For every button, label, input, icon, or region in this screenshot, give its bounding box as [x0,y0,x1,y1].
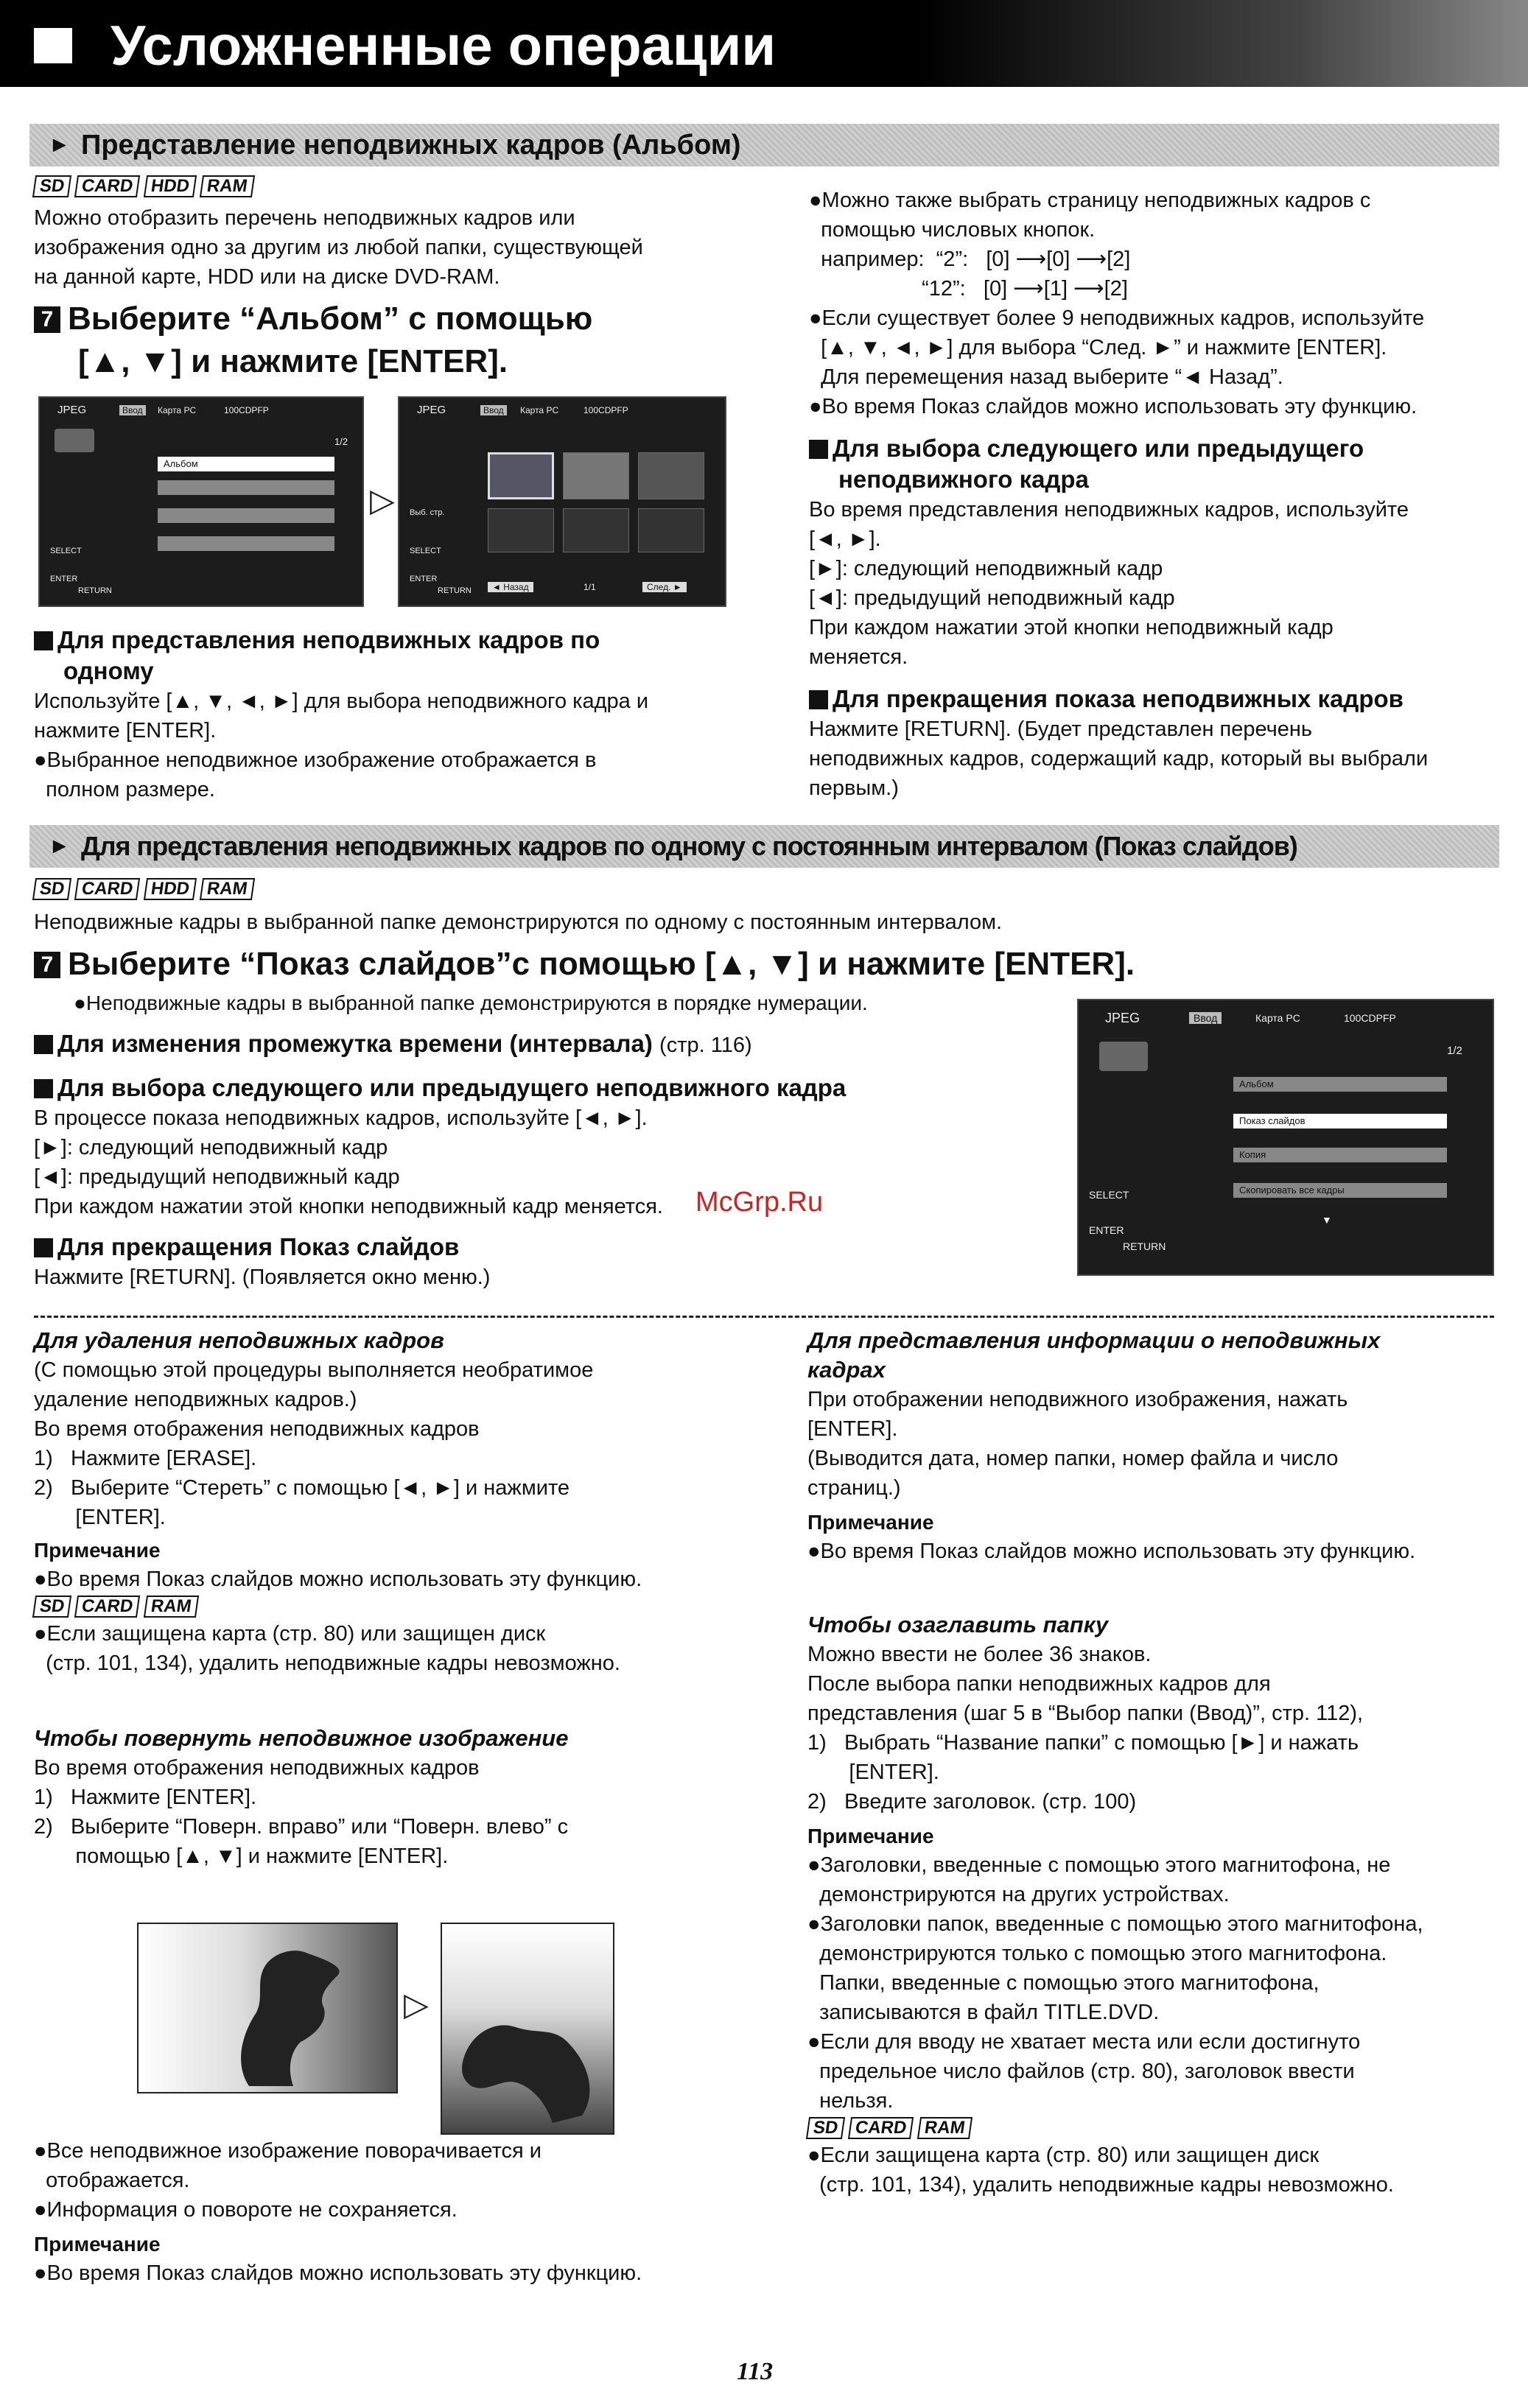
section2-sub3: Для прекращения Показ слайдов Нажмите [RETURN]. (Появляется окно меню.) [34,1233,491,1289]
page-title: Усложненные операции [111,15,777,77]
section2-intro: Неподвижные кадры в выбранной папке демонстрируются по одному с постоянным интервалом. [34,910,1003,934]
section1-step: 7 Выберите “Альбом” с помощью [▲, ▼] и нажмите [ENTER]. [34,298,592,383]
section1-right-text: ●Можно также выбрать страницу неподвижных кадров с помощью числовых кнопок. например: “2”: [0] ⟶[0] ⟶[2] “12”: [0] ⟶[1] ⟶[2] ●Если существует более 9 неподвижных кадров, используйте [▲, ▼, ◄, ►] для выбора “След. ►” и нажмите [ENTER]. Для перемещения назад выберите “◄ Назад”. ●Во время Показ слайдов можно использовать эту функцию. [809,189,1425,418]
section1-sub3: Для прекращения показа неподвижных кадров Нажмите [RETURN]. (Будет представлен перечень неподвижных кадров, содержащий кадр, который вы выбрали первым.) [809,685,1429,800]
watermark: McGrp.Ru [695,1187,824,1218]
camera-icon [55,429,94,452]
dinosaur-image-original [137,1923,398,2093]
arrow-right-icon: ▷ [370,482,395,519]
rotate-after: ●Все неподвижное изображение поворачивается и отображается. ●Информация о повороте не сохраняется. Примечание ●Во время Показ слайдов можно использовать эту функцию. [34,2139,642,2285]
square-bullet-icon [809,440,828,459]
section2-step: 7 Выберите “Показ слайдов”с помощью [▲, ▼] и нажмите [ENTER]. [34,943,1135,986]
folder-section: Чтобы озаглавить папку Можно ввести не более 36 знаков. После выбора папки неподвижных кадров для представления (шаг 5 в “Выбор папки (Ввод)”, стр. 112), 1) Выбрать “Название папки” с помощью [►] и нажать [ENTER]. 2) Введите заголовок. (стр. 100) Примечание ●Заголовки, введенные с помощью этого магнитофона, не демонстрируются на других устройствах. ●Заголовки папок, введенные с помощью этого магнитофона, демонстрируются только с помощью этого магнитофона. Папки, введенные с помощью этого магнитофона, записываются в файл TITLE.DVD. ●Если для вводу не хватает места или если достигнуто предельное число файлов (стр. 80), заголовок ввести нельзя. SD CARD RAM ●Если защищена карта (стр. 80) или защищен диск (стр. 101, 134), удалить неподвижные кадры невозможно. [807,1610,1423,2200]
square-bullet-icon [809,690,828,709]
section2-sub1: Для изменения промежутка времени (интервала) (стр. 116) [34,1028,752,1061]
down-arrow-icon: ▼ [1322,1214,1332,1226]
tag-card: CARD [74,175,141,197]
section1-intro: Можно отобразить перечень неподвижных кадров или изображения одно за другим из любой папки, существующей на данной карте, HDD или на диске DVD-RAM. [34,206,643,289]
tag-ram: RAM [200,175,255,197]
tag-sd: SD [32,175,72,197]
slideshow-menu-screenshot: JPEG Ввод Карта PC 100CDPFP 1/2 Альбом Показ слайдов Копия Скопировать все кадры ▼ SELECT ENTER RETURN [1077,999,1494,1276]
dinosaur-icon [442,1924,613,2133]
section2-bullet: ●Неподвижные кадры в выбранной папке демонстрируются в порядке нумерации. [74,991,868,1014]
page-number: 113 [737,2358,774,2385]
title-square-icon [34,28,72,63]
delete-section: Для удаления неподвижных кадров (С помощью этой процедуры выполняется необратимое удаление неподвижных кадров.) Во время отображения неподвижных кадров 1) Нажмите [ERASE]. 2) Выберите “Стереть” с помощью [◄, ►] и нажмите [ENTER]. Примечание ●Во время Показ слайдов можно использовать эту функцию. SD CARD RAM ●Если защищена карта (стр. 80) или защищен диск (стр. 101, 134), удалить неподвижные кадры невозможно. [34,1326,642,1678]
info-section: Для представления информации о неподвижных кадрах При отображении неподвижного изображения, нажать [ENTER]. (Выводится дата, номер папки, номер файла и число страниц.) Примечание ●Во время Показ слайдов можно использовать эту функцию. [807,1327,1416,1563]
step-number: 7 [34,306,60,333]
section2-sub2: Для выбора следующего или предыдущего неподвижного кадра В процессе показа неподвижных кадров, используйте [◄, ►]. [►]: следующий неподвижный кадр [◄]: предыдущий неподвижный кадр При каждом нажатии этой кнопки неподвижный кадр меняется. [34,1074,847,1218]
camera-icon [1099,1042,1148,1071]
section1-sub1: Для представления неподвижных кадров по одному Используйте [▲, ▼, ◄, ►] для выбора неподвижного кадра и нажмите [ENTER]. ●Выбранное неподвижное изображение отображается в полном размере. [34,626,649,801]
dinosaur-image-rotated [441,1923,614,2135]
divider [34,1316,1494,1318]
album-thumbnails-screenshot: JPEG Ввод Карта PC 100CDPFP Выб. стр. SELECT ENTER RETURN ◄ Назад 1/1 След. ► [398,396,726,607]
dinosaur-icon [139,1924,396,2092]
section1-tags [34,175,259,197]
section2-tags: SD CARD HDD RAM [34,878,259,900]
arrow-right-icon: ▷ [404,1987,429,2023]
album-menu-screenshot: JPEG Ввод Карта PC 100CDPFP 1/2 Альбом SELECT ENTER RETURN [38,396,364,607]
section1-sub2: Для выбора следующего или предыдущего неподвижного кадра Во время представления неподвижных кадров, используйте [◄, ►]. [►]: следующий неподвижный кадр [◄]: предыдущий неподвижный кадр При каждом нажатии этой кнопки неподвижный кадр меняется. [809,435,1409,669]
square-bullet-icon [34,631,53,650]
section2-heading: ► Для представления неподвижных кадров по одному с постоянным интервалом (Показ слайдов) [29,825,1499,868]
section1-heading: ► Представление неподвижных кадров (Альбом) [29,124,1499,166]
rotate-section: Чтобы повернуть неподвижное изображение Во время отображения неподвижных кадров 1) Нажмите [ENTER]. 2) Выберите “Поверн. вправо” или “Поверн. влево” с помощью [▲, ▼] и нажмите [ENTER]. [34,1725,569,1868]
title-bar [0,0,1528,87]
tag-hdd: HDD [144,175,197,197]
